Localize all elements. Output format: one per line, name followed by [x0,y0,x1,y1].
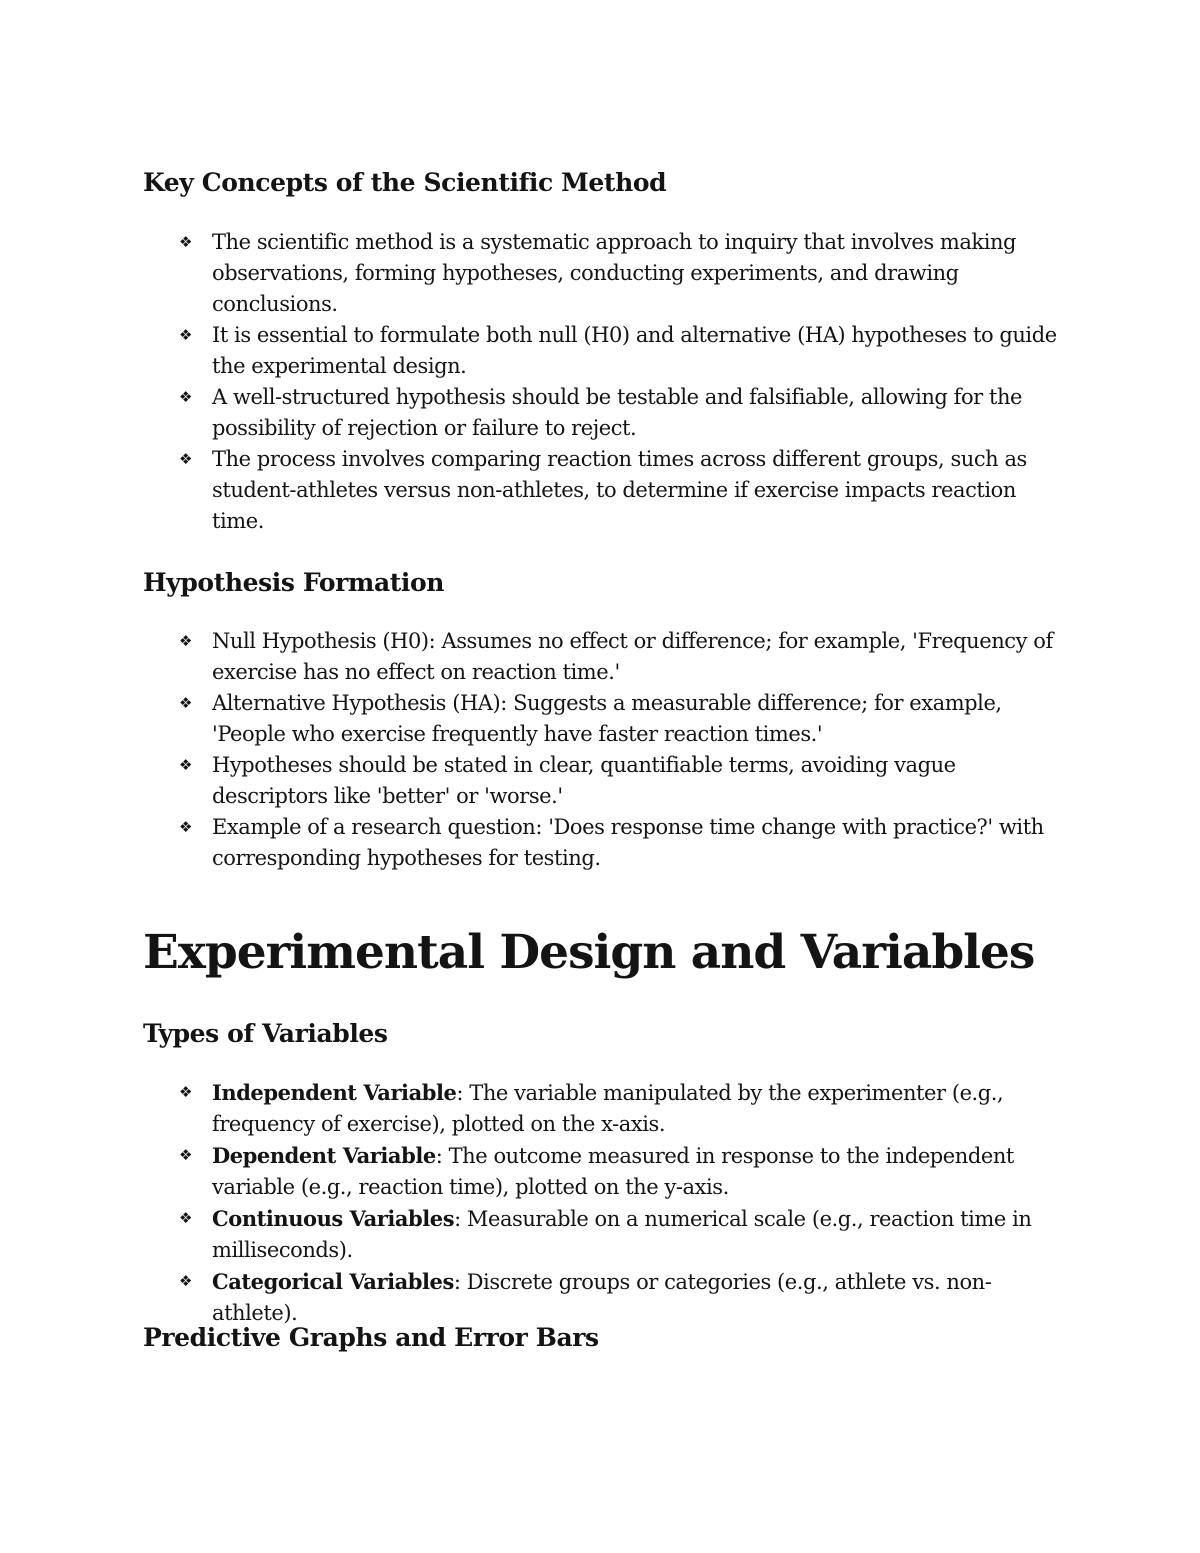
variable-term: Independent Variable [212,1080,457,1105]
list-item-text: It is essential to formulate both null (H0) and alternative (HA) hypotheses to guide the experimental design. [212,323,1057,378]
variable-definition: : The variable manipulated by the experimenter (e.g., frequency of exercise), plotted on the x-axis. [212,1081,1004,1136]
list-item [143,444,1073,537]
diamond-bullet-icon: ❖ [179,1083,192,1101]
key-concepts-heading: Key Concepts of the Scientific Method [143,168,667,197]
diamond-bullet-icon: ❖ [179,1209,192,1227]
list-item-text: Null Hypothesis (H0): Assumes no effect or difference; for example, 'Frequency of exercise has no effect on reaction time.' [212,629,1053,684]
variable-definition: : The outcome measured in response to the independent variable (e.g., reaction time), plotted on the y-axis. [212,1144,1014,1199]
variable-definition: : Discrete groups or categories (e.g., athlete vs. non-athlete). [212,1270,992,1325]
variable-definition: : Measurable on a numerical scale (e.g., reaction time in milliseconds). [212,1207,1032,1262]
variable-term: Dependent Variable [212,1143,436,1168]
diamond-bullet-icon: ❖ [179,756,192,774]
list-item [143,320,1073,382]
diamond-bullet-icon: ❖ [179,326,192,344]
diamond-bullet-icon: ❖ [179,818,192,836]
list-item [143,1140,1073,1203]
variable-term: Categorical Variables [212,1269,454,1294]
variable-term: Continuous Variables [212,1206,455,1231]
list-item-text: The process involves comparing reaction times across different groups, such as student-athletes versus non-athletes, to determine if exercise impacts reaction time. [212,447,1027,533]
list-item [143,750,1073,812]
key-concepts-list [143,227,1073,537]
diamond-bullet-icon: ❖ [179,233,192,251]
list-item [143,1266,1073,1329]
list-item [143,227,1073,320]
diamond-bullet-icon: ❖ [179,632,192,650]
list-item [143,812,1073,874]
list-item [143,382,1073,444]
list-item-text: Hypotheses should be stated in clear, quantifiable terms, avoiding vague descriptors like 'better' or 'worse.' [212,753,956,808]
diamond-bullet-icon: ❖ [179,388,192,406]
diamond-bullet-icon: ❖ [179,450,192,468]
list-item [143,1203,1073,1266]
diamond-bullet-icon: ❖ [179,1272,192,1290]
experimental-design-title: Experimental Design and Variables [143,925,1035,980]
list-item-text: The scientific method is a systematic approach to inquiry that involves making observations, forming hypotheses, conducting experiments, and drawing conclusions. [212,230,1017,316]
diamond-bullet-icon: ❖ [179,694,192,712]
types-of-variables-list [143,1077,1073,1329]
list-item-text: Alternative Hypothesis (HA): Suggests a measurable difference; for example, 'People who exercise frequently have faster reaction times.' [212,691,1002,746]
hypothesis-formation-heading: Hypothesis Formation [143,568,445,597]
list-item [143,626,1073,688]
list-item-text: Example of a research question: 'Does response time change with practice?' with corresponding hypotheses for testing. [212,815,1044,870]
types-of-variables-heading: Types of Variables [143,1019,388,1048]
diamond-bullet-icon: ❖ [179,1146,192,1164]
hypothesis-formation-list [143,626,1073,874]
list-item [143,688,1073,750]
predictive-graphs-heading: Predictive Graphs and Error Bars [143,1323,599,1352]
list-item [143,1077,1073,1140]
list-item-text: A well-structured hypothesis should be testable and falsifiable, allowing for the possibility of rejection or failure to reject. [212,385,1022,440]
